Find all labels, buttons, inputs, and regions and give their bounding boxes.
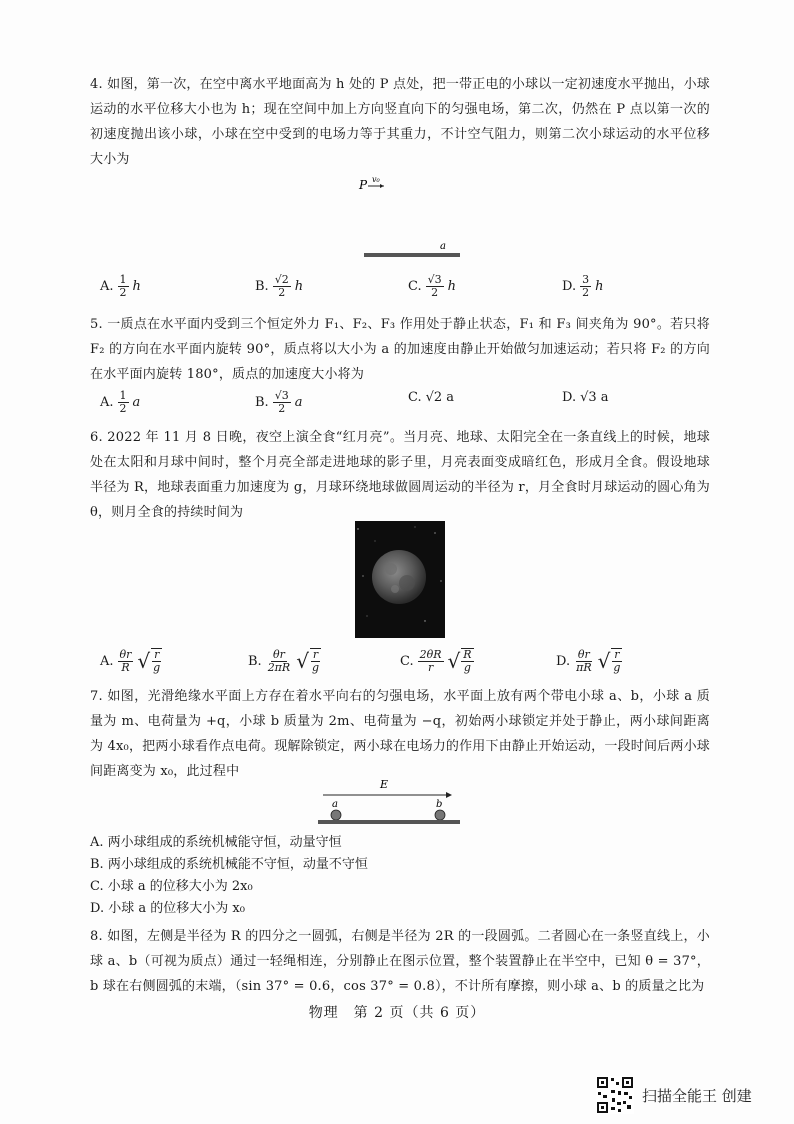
q5-option-c[interactable]: C. √2 a (408, 390, 455, 405)
page-footer: 物理 第 2 页（共 6 页） (308, 1005, 486, 1021)
q4-option-d[interactable]: D. $\frac{3}{2}$ h (562, 273, 604, 299)
figure-ground-a: a (440, 241, 446, 252)
q6-option-c[interactable]: C. $\frac{2\theta R}{r}$ √ $\frac{R}{g}$ (400, 647, 472, 674)
question-4-text: 4. 如图，第一次，在空中离水平地面高为 h 处的 P 点处，把一带正电的小球以一定初速度水平抛出，小球运动的水平位移大小也为 h；现在空间中加上方向竖直向下的匀强电场，第二次，仍然在 P 点以第一次的初速度抛出该小球，小球在空中受到的电场力等于其重力，不计空气阻力，则第二次小球运动的水平位移大小为 (90, 77, 710, 167)
question-7-text: 7. 如图，光滑绝缘水平面上方存在着水平向右的匀强电场，水平面上放有两个带电小球 a、b，小球 a 质量为 m、电荷量为 +q，小球 b 质量为 2m、电荷量为 −q，初始两小球锁定并处于静止，两小球间距离为 4x₀，把两小球看作点电荷。现解除锁定，两小球在电场力的作用下由静止开始运动，一段时间后两小球间距离变为 x₀，此过程中 (90, 689, 710, 779)
q7-option-d[interactable]: D. 小球 a 的位移大小为 x₀ (90, 901, 245, 916)
question-6-text: 6. 2022 年 11 月 8 日晚，夜空上演全食“红月亮”。当月亮、地球、太阳完全在一条直线上的时候，地球处在太阳和月球中间时，整个月亮全部走进地球的影子里，月亮表面变成暗红色，形成月全食。假设地球半径为 R，地球表面重力加速度为 g，月球环绕地球做圆周运动的半径为 r，月全食时月球运动的圆心角为 θ，则月全食的持续时间为 (90, 430, 710, 520)
q6-option-a[interactable]: A. $\frac{\theta r}{R}$ √ $\frac{r}{g}$ (100, 647, 161, 674)
figure-point-P: P (359, 178, 368, 192)
question-5-text: 5. 一质点在水平面内受到三个恒定外力 F₁、F₂、F₃ 作用处于静止状态，F₁ 和 F₃ 间夹角为 90°。若只将 F₂ 的方向在水平面内旋转 90°，质点将以大小为 a 的加速度由静止开始做匀加速运动；若只将 F₂ 的方向在水平面内旋转 180°，质点的加速度大小将为 (90, 317, 710, 382)
q6-option-d[interactable]: D. $\frac{\theta r}{\pi R}$ √ $\frac{r}{g}$ (556, 647, 621, 674)
field-arrowhead (446, 792, 452, 798)
scanner-watermark (596, 1076, 752, 1114)
lunar-eclipse-photo (355, 521, 445, 638)
q7-option-a[interactable]: A. 两小球组成的系统机械能守恒，动量守恒 (90, 835, 342, 850)
question-5-options (100, 390, 700, 420)
ground-line (364, 253, 460, 257)
q5-option-b[interactable]: B. $\frac{√3}{2}$ a (255, 389, 303, 415)
velocity-arrowhead (380, 184, 384, 188)
ball-a (331, 810, 341, 820)
question-6-options (100, 648, 700, 684)
q4-option-b[interactable]: B. $\frac{√2}{2}$ h (255, 273, 304, 299)
question-4-options (100, 274, 700, 304)
question-4-figure (0, 0, 794, 280)
ball-a-label: a (332, 799, 338, 810)
q7-option-c[interactable]: C. 小球 a 的位移大小为 2x₀ (90, 879, 253, 894)
q6-option-b[interactable]: B. $\frac{\theta r}{2\pi R}$ √ $\frac{r}{g}$ (248, 647, 319, 674)
question-8-text: 8. 如图，左侧是半径为 R 的四分之一圆弧，右侧是半径为 2R 的一段圆弧。二者圆心在一条竖直线上，小球 a、b（可视为质点）通过一轻绳相连，分别静止在图示位置，整个装置静止在半空中，已知 θ = 37°，b 球在右侧圆弧的末端，（sin 37° = 0.6，cos 37° = 0.8），不计所有摩擦，则小球 a、b 的质量之比为 (90, 929, 710, 994)
field-label-E: E (380, 778, 389, 791)
question-7-figure (0, 775, 794, 825)
ball-b (435, 810, 445, 820)
plane-surface (318, 820, 460, 824)
figure-v0-label: v₀ (372, 175, 380, 184)
q7-option-b[interactable]: B. 两小球组成的系统机械能不守恒，动量不守恒 (90, 857, 368, 872)
q4-option-a[interactable]: A. $\frac{1}{2}$ h (100, 273, 141, 299)
qr-code-icon (596, 1076, 634, 1114)
moon-image (355, 521, 445, 638)
ball-b-label: b (436, 799, 443, 810)
q5-option-a[interactable]: A. $\frac{1}{2}$ a (100, 389, 141, 415)
q5-option-d[interactable]: D. √3 a (562, 390, 609, 405)
scanner-label: 扫描全能王 创建 (642, 1086, 752, 1105)
q4-option-c[interactable]: C. $\frac{√3}{2}$ h (408, 273, 457, 299)
